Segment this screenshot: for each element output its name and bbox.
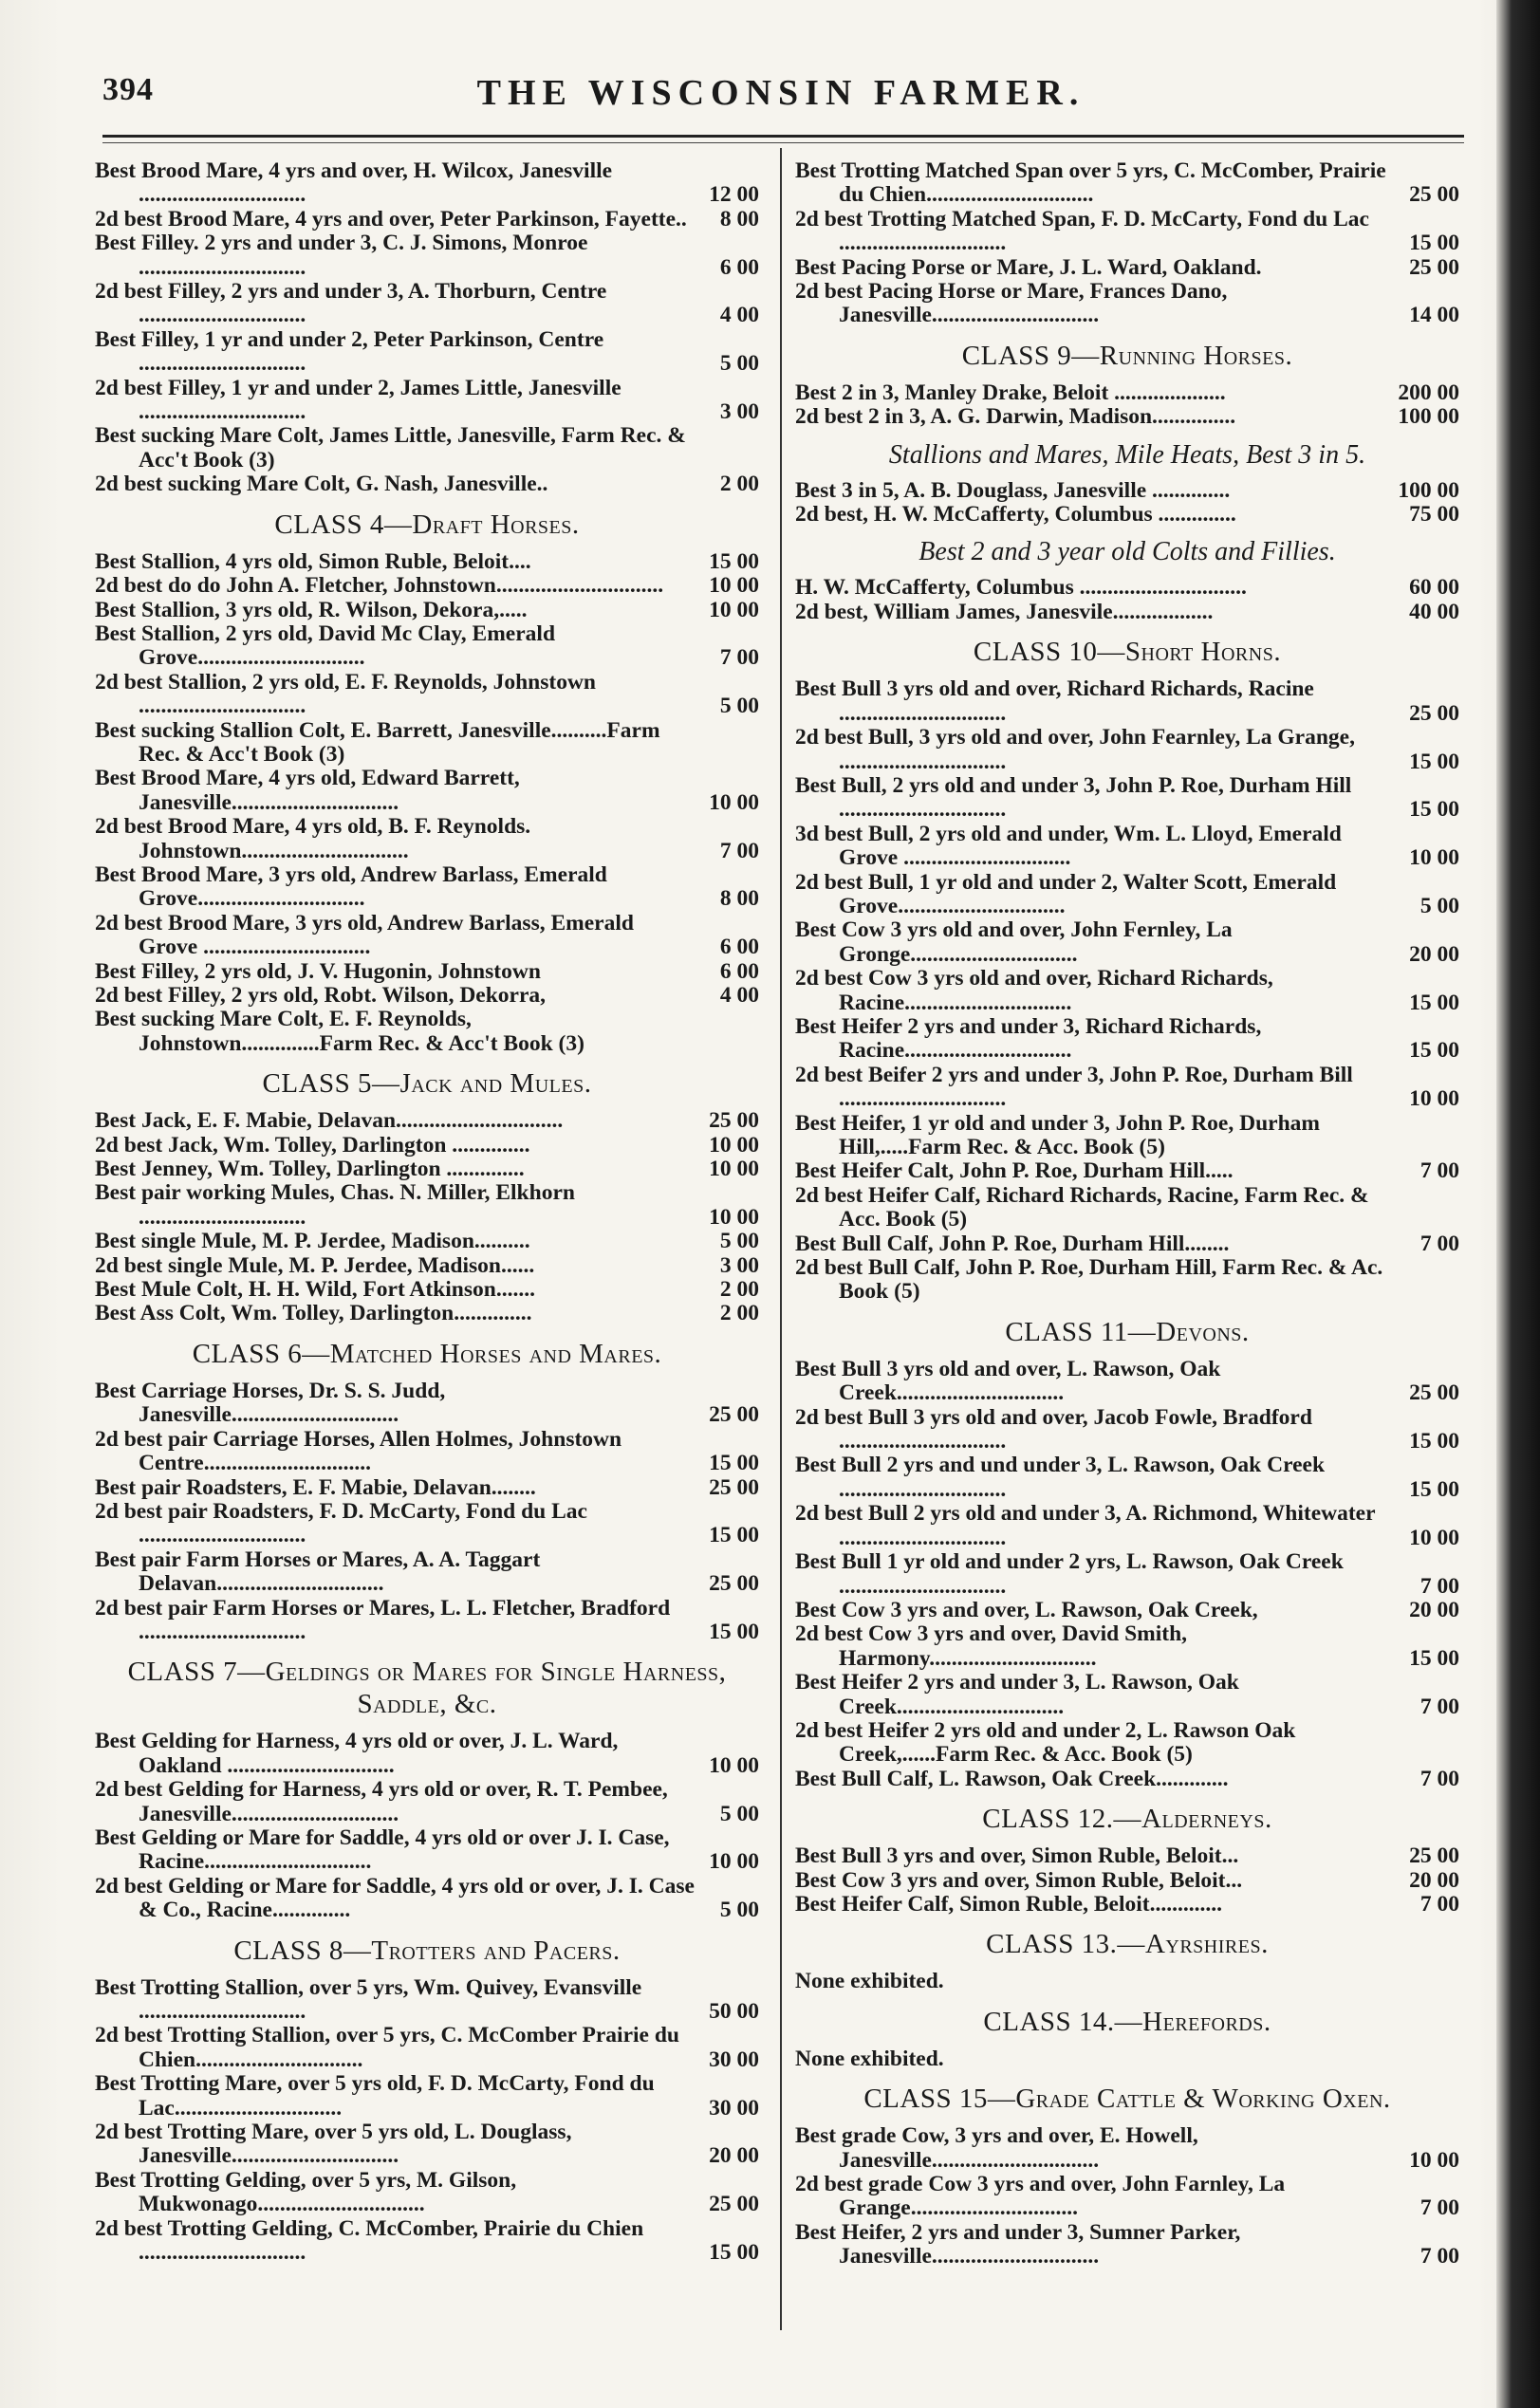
entry-text: Best Jenney, Wm. Tolley, Darlington .............. (95, 1157, 525, 1182)
class-heading (95, 1338, 759, 1370)
entry-text: 2d best Gelding or Mare for Saddle, 4 yrs old or over, J. I. Case & Co., Racine.............. (95, 1873, 695, 1923)
entry-amount: 25 00 (709, 1474, 759, 1500)
prize-entry (95, 767, 759, 815)
prize-entry (795, 1406, 1459, 1454)
entry-text: 2d best grade Cow 3 yrs and over, John Farnley, La Grange.............................. (795, 2172, 1286, 2221)
prize-entry (795, 1502, 1459, 1550)
prize-entry (95, 1730, 759, 1778)
entry-amount: 60 00 (1409, 575, 1459, 601)
entry-amount: 25 00 (709, 1571, 759, 1597)
entry-amount: 12 00 (709, 182, 759, 208)
entry-amount: 6 00 (719, 254, 759, 280)
entry-text: Best Bull 3 yrs and over, Simon Ruble, Beloit... (795, 1843, 1239, 1869)
prize-entry (95, 719, 759, 768)
entry-text: 2d best pair Roadsters, F. D. McCarty, Fond du Lac .............................. (95, 1498, 587, 1548)
prize-entry (795, 576, 1459, 600)
class-number: CLASS 7— (127, 1657, 266, 1688)
entry-text: 2d best Brood Mare, 4 yrs old, B. F. Reynolds. Johnstown.............................. (95, 814, 531, 863)
prize-entry (795, 1159, 1459, 1183)
sub-heading: Best 2 and 3 year old Colts and Fillies. (918, 537, 1336, 567)
entry-text: Best Bull 3 yrs old and over, L. Rawson, Oak Creek.............................. (795, 1356, 1221, 1406)
entry-text: Best pair Roadsters, E. F. Mabie, Delavan........ (95, 1474, 536, 1500)
class-title: Herefords. (1142, 2006, 1271, 2037)
entry-amount: 15 00 (1409, 1645, 1459, 1671)
entry-text: Best Cow 3 yrs old and over, John Fernley, La Gronge.............................. (795, 917, 1233, 967)
class-title: Ayrshires. (1144, 1929, 1269, 1960)
class-title: Draft Horses. (412, 509, 580, 540)
prize-entry (95, 1476, 759, 1500)
prize-entry (795, 1768, 1459, 1791)
entry-text: Best Stallion, 3 yrs old, R. Wilson, Dekora,..... (95, 597, 528, 622)
page-header (102, 63, 1459, 129)
entry-text: 2d best pair Carriage Horses, Allen Holmes, Johnstown Centre.............................. (95, 1426, 622, 1476)
prize-entry (795, 967, 1459, 1015)
class-number: CLASS 15— (863, 2084, 1016, 2115)
prize-entry (95, 280, 759, 328)
entry-amount: 7 00 (1419, 1766, 1459, 1791)
entry-text: Best Pacing Porse or Mare, J. L. Ward, Oakland. (795, 254, 1262, 280)
entry-amount: 7 00 (1419, 1891, 1459, 1917)
entry-text: Best Brood Mare, 3 yrs old, Andrew Barlass, Emerald Grove.............................. (95, 861, 607, 912)
prize-entry (95, 1109, 759, 1133)
entry-amount: 5 00 (719, 1229, 759, 1254)
prize-entry (795, 208, 1459, 256)
entry-amount: 10 00 (709, 597, 759, 622)
entry-amount: 10 00 (1409, 845, 1459, 871)
entry-text: 2d best single Mule, M. P. Jerdee, Madison...... (95, 1252, 535, 1278)
entry-amount: 25 00 (1409, 182, 1459, 208)
entry-text: Best Gelding for Harness, 4 yrs old or over, J. L. Ward, Oakland .............................. (95, 1729, 619, 1778)
entry-text: Best 2 in 3, Manley Drake, Beloit .................... (795, 380, 1226, 405)
prize-entry (95, 1597, 759, 1645)
prize-entry (795, 159, 1459, 208)
prize-entry (795, 871, 1459, 919)
sub-heading: Stallions and Mares, Mile Heats, Best 3 in 5. (888, 439, 1366, 470)
prize-entry (795, 601, 1459, 624)
entry-amount: 8 00 (719, 886, 759, 912)
page-number: 394 (102, 72, 154, 107)
entry-text: Best Bull 3 yrs old and over, Richard Richards, Racine .............................. (795, 676, 1314, 726)
prize-entry (795, 1844, 1459, 1868)
prize-entry (795, 1184, 1459, 1232)
entry-text: 2d best pair Farm Horses or Mares, L. L. Fletcher, Bradford .............................. (95, 1595, 671, 1644)
entry-amount: 10 00 (709, 789, 759, 815)
prize-entry (795, 774, 1459, 823)
class-heading (795, 340, 1459, 372)
prize-entry (95, 1548, 759, 1597)
entry-text: 2d best Trotting Matched Span, F. D. McCarty, Fond du Lac .............................. (795, 206, 1369, 256)
entry-amount: 15 00 (1409, 1429, 1459, 1454)
entry-text: 2d best Filley, 2 yrs old, Robt. Wilson, Dekorra, (95, 983, 547, 1008)
prize-entry (95, 208, 759, 232)
prize-entry (95, 1278, 759, 1302)
class-title: Matched Horses and Mares. (329, 1338, 662, 1369)
prize-entry (795, 918, 1459, 967)
entry-amount: 15 00 (1409, 797, 1459, 823)
header-rule-thin (102, 142, 1464, 143)
entry-text: 3d best Bull, 2 yrs old and under, Wm. L. Lloyd, Emerald Grove .............................. (795, 821, 1342, 871)
entry-amount: 7 00 (719, 838, 759, 863)
entry-text: H. W. McCafferty, Columbus .............................. (795, 575, 1247, 601)
prize-entry (95, 1158, 759, 1181)
entry-text: Best Trotting Gelding, over 5 yrs, M. Gilson, Mukwonago.............................. (95, 2167, 517, 2217)
entry-text: 2d best 2 in 3, A. G. Darwin, Madison............... (795, 404, 1236, 430)
prize-entry (95, 1008, 759, 1056)
entry-text: Best sucking Stallion Colt, E. Barrett, Janesville..........Farm Rec. & Acc't Book (3) (95, 717, 660, 767)
entry-text: Best Cow 3 yrs and over, L. Rawson, Oak Creek, (795, 1597, 1258, 1622)
prize-entry (95, 328, 759, 377)
prize-entry (795, 1256, 1459, 1305)
entry-amount: 15 00 (1409, 1038, 1459, 1064)
entry-text: 2d best Trotting Stallion, over 5 yrs, C. McComber Prairie du Chien.............................. (95, 2023, 679, 2072)
prize-entry (795, 381, 1459, 405)
entry-amount: 2 00 (719, 1301, 759, 1326)
prize-entry (95, 984, 759, 1008)
prize-entry (795, 823, 1459, 871)
prize-entry (795, 405, 1459, 429)
entry-text: Best sucking Mare Colt, E. F. Reynolds, Johnstown..............Farm Rec. & Acc't Book (3) (95, 1007, 584, 1056)
prize-entry (795, 726, 1459, 774)
entry-text: Best Ass Colt, Wm. Tolley, Darlington.............. (95, 1301, 532, 1326)
prize-entry (95, 1230, 759, 1253)
prize-entry (95, 863, 759, 912)
entry-text: 2d best Bull, 3 yrs old and over, John Fearnley, La Grange, .............................. (795, 725, 1355, 774)
entry-amount: 2 00 (719, 1277, 759, 1303)
class-number: CLASS 6— (192, 1338, 330, 1369)
entry-amount: 75 00 (1409, 502, 1459, 528)
class-heading (795, 1316, 1459, 1348)
journal-title: THE WISCONSIN FARMER. (476, 73, 1085, 113)
entry-text: Best grade Cow, 3 yrs and over, E. Howell, Janesville.............................. (795, 2123, 1198, 2173)
entry-amount: 10 00 (709, 1752, 759, 1778)
class-title: Alderneys. (1141, 1804, 1272, 1835)
class-heading (95, 1656, 759, 1720)
entry-text: Best Heifer 2 yrs and under 3, L. Rawson, Oak Creek.............................. (795, 1670, 1239, 1719)
entry-amount: 7 00 (1419, 1573, 1459, 1599)
entry-text: Best sucking Mare Colt, James Little, Janesville, Farm Rec. & Acc't Book (3) (95, 423, 686, 472)
entry-text: Best Stallion, 4 yrs old, Simon Ruble, Beloit.... (95, 548, 531, 574)
prize-entry (795, 2173, 1459, 2221)
entry-amount: 5 00 (719, 351, 759, 377)
entry-text: Best pair working Mules, Chas. N. Miller, Elkhorn .............................. (95, 1180, 575, 1230)
class-number: CLASS 4— (274, 509, 413, 540)
entry-text: 2d best Jack, Wm. Tolley, Darlington .............. (95, 1132, 530, 1158)
prize-entry (95, 1428, 759, 1476)
entry-amount: 10 00 (1409, 2147, 1459, 2173)
entry-text: 2d best Beifer 2 yrs and under 3, John P. Roe, Durham Bill .............................. (795, 1062, 1353, 1112)
entry-text: 2d best Trotting Mare, over 5 yrs old, L. Douglass, Janesville.............................. (95, 2120, 572, 2169)
class-heading (95, 1067, 759, 1100)
entry-amount: 20 00 (1409, 1597, 1459, 1622)
class-heading (795, 1928, 1459, 1960)
prize-entry (795, 1064, 1459, 1112)
entry-amount: 25 00 (1409, 1380, 1459, 1406)
entry-amount: 5 00 (719, 1898, 759, 1923)
entry-text: Best single Mule, M. P. Jerdee, Madison.......... (95, 1229, 530, 1254)
entry-amount: 15 00 (709, 2240, 759, 2266)
prize-entry (95, 1380, 759, 1428)
entry-text: Best Heifer Calf, Simon Ruble, Beloit............. (795, 1891, 1222, 1917)
entry-text: 2d best Trotting Gelding, C. McComber, Prairie du Chien .............................. (95, 2215, 644, 2266)
prize-entry (795, 1358, 1459, 1406)
entry-amount: 7 00 (1419, 2244, 1459, 2269)
prize-entry (95, 1778, 759, 1826)
entry-text: 2d best Heifer 2 yrs old and under 2, L. Rawson Oak Creek,......Farm Rec. & Acc. Book (5) (795, 1717, 1296, 1768)
prize-entry (95, 1875, 759, 1923)
entry-text: Best Bull Calf, L. Rawson, Oak Creek............. (795, 1766, 1229, 1791)
class-heading (795, 2083, 1459, 2115)
class-number: CLASS 5— (262, 1068, 400, 1100)
entry-text: Best Brood Mare, 4 yrs and over, H. Wilcox, Janesville .............................. (95, 158, 613, 208)
prize-entry (95, 2072, 759, 2121)
prize-entry (95, 912, 759, 960)
entry-text: Best 3 in 5, A. B. Douglass, Janesville .............. (795, 477, 1231, 503)
entry-text: Best Trotting Stallion, over 5 yrs, Wm. Quivey, Evansville .............................. (95, 1974, 642, 2024)
entry-amount: 14 00 (1409, 303, 1459, 328)
prize-entry (795, 1454, 1459, 1502)
prize-entry (95, 960, 759, 984)
entry-text: Best Heifer, 1 yr old and under 3, John P. Roe, Durham Hill,.....Farm Rec. & Acc. Book (5) (795, 1110, 1320, 1159)
prize-entry (95, 2217, 759, 2266)
class-title: Short Horns. (1124, 637, 1282, 668)
entry-amount: 8 00 (719, 206, 759, 232)
entry-text: Best Stallion, 2 yrs old, David Mc Clay, Emerald Grove.............................. (95, 621, 556, 671)
prize-entry (795, 1015, 1459, 1064)
prize-entry (95, 1254, 759, 1278)
entry-amount: 40 00 (1409, 599, 1459, 624)
entry-text: Best Trotting Mare, over 5 yrs old, F. D. McCarty, Fond du Lac.............................. (95, 2071, 655, 2121)
entry-text: Best Filley, 2 yrs old, J. V. Hugonin, Johnstown (95, 958, 541, 984)
entry-text: Best Filley. 2 yrs and under 3, C. J. Simons, Monroe .............................. (95, 231, 588, 280)
entry-text: 2d best Filley, 1 yr and under 2, James Little, Janesville .............................. (95, 375, 622, 425)
prize-entry (95, 2024, 759, 2072)
prize-entry (795, 256, 1459, 280)
entry-text: Best Heifer 2 yrs and under 3, Richard Richards, Racine.............................. (795, 1013, 1262, 1064)
entry-text: Best Brood Mare, 4 yrs old, Edward Barrett, Janesville.............................. (95, 766, 520, 815)
entry-amount: 25 00 (1409, 1843, 1459, 1869)
prize-entry (795, 1719, 1459, 1768)
prize-entry (95, 472, 759, 496)
prize-entry (95, 1826, 759, 1875)
prize-entry (795, 1112, 1459, 1160)
note-text: None exhibited. (795, 1969, 944, 1994)
entry-amount: 20 00 (1409, 941, 1459, 967)
entry-text: 2d best Brood Mare, 4 yrs and over, Peter Parkinson, Fayette.. (95, 206, 687, 232)
class-title: Devons. (1156, 1316, 1250, 1347)
left-column (95, 159, 759, 2265)
class-title: Jack and Mules. (399, 1068, 592, 1100)
entry-text: Best pair Farm Horses or Mares, A. A. Taggart Delavan.............................. (95, 1547, 541, 1597)
entry-amount: 10 00 (1409, 1086, 1459, 1112)
entry-amount: 15 00 (1409, 749, 1459, 774)
entry-text: Best Bull, 2 yrs old and under 3, John P. Roe, Durham Hill .............................. (795, 772, 1352, 823)
prize-entry (95, 574, 759, 598)
entry-amount: 100 00 (1398, 477, 1459, 503)
prize-entry (95, 815, 759, 863)
entry-text: 2d best Brood Mare, 3 yrs old, Andrew Barlass, Emerald Grove .............................. (95, 910, 634, 960)
entry-amount: 5 00 (719, 1801, 759, 1826)
prize-entry (95, 599, 759, 622)
prize-entry (95, 1134, 759, 1158)
entry-text: 2d best, William James, Janesvile.................. (795, 599, 1214, 624)
prize-entry (795, 1869, 1459, 1893)
prize-entry (795, 1232, 1459, 1256)
entry-amount: 7 00 (1419, 1158, 1459, 1184)
prize-entry (795, 503, 1459, 527)
class-heading (795, 1803, 1459, 1835)
entry-amount: 30 00 (709, 2095, 759, 2121)
entry-text: 2d best Bull 2 yrs old and under 3, A. Richmond, Whitewater .............................. (795, 1501, 1376, 1550)
prize-entry (795, 2221, 1459, 2269)
class-heading (95, 1935, 759, 1967)
class-heading (95, 509, 759, 541)
entry-text: Best Jack, E. F. Mabie, Delavan.............................. (95, 1108, 564, 1134)
entry-text: 2d best Cow 3 yrs old and over, Richard Richards, Racine.............................. (795, 966, 1273, 1015)
entry-amount: 7 00 (1419, 2195, 1459, 2221)
class-title: Running Horses. (1099, 340, 1293, 371)
entry-text: 2d best Bull, 1 yr old and under 2, Walter Scott, Emerald Grove.............................. (795, 869, 1337, 918)
note-text: None exhibited. (795, 2046, 944, 2071)
entry-text: 2d best Stallion, 2 yrs old, E. F. Reynolds, Johnstown .............................. (95, 669, 597, 719)
column-divider (780, 148, 782, 2330)
entry-amount: 4 00 (719, 303, 759, 328)
entry-text: Best Bull 1 yr old and under 2 yrs, L. Rawson, Oak Creek .............................. (795, 1549, 1344, 1599)
entry-amount: 10 00 (709, 1132, 759, 1158)
prize-entry (95, 1181, 759, 1230)
entry-text: 2d best Heifer Calf, Richard Richards, Racine, Farm Rec. & Acc. Book (5) (795, 1182, 1369, 1232)
entry-text: 2d best Filley, 2 yrs and under 3, A. Thorburn, Centre .............................. (95, 279, 607, 328)
class-number: CLASS 13.— (986, 1929, 1145, 1960)
entry-amount: 10 00 (1409, 1525, 1459, 1550)
entry-amount: 20 00 (1409, 1867, 1459, 1893)
entry-amount: 3 00 (719, 1252, 759, 1278)
entry-amount: 15 00 (709, 548, 759, 574)
prize-entry (95, 550, 759, 574)
entry-amount: 10 00 (709, 1204, 759, 1230)
page-binding-edge (1496, 0, 1540, 2408)
prize-entry (95, 2121, 759, 2169)
entry-amount: 15 00 (709, 1619, 759, 1644)
prize-entry (95, 2169, 759, 2217)
entry-text: 2d best Pacing Horse or Mare, Frances Dano, Janesville.............................. (795, 279, 1228, 328)
entry-amount: 6 00 (719, 935, 759, 960)
prize-entry (795, 1671, 1459, 1719)
entry-amount: 3 00 (719, 399, 759, 425)
entry-text: Best Bull Calf, John P. Roe, Durham Hill........ (795, 1231, 1230, 1256)
entry-amount: 200 00 (1398, 380, 1459, 405)
entry-amount: 10 00 (709, 1157, 759, 1182)
entry-amount: 6 00 (719, 958, 759, 984)
entry-text: Best Trotting Matched Span over 5 yrs, C. McComber, Prairie du Chien.............................. (795, 158, 1386, 208)
class-number: CLASS 9— (961, 340, 1100, 371)
prize-entry (95, 377, 759, 425)
class-number: CLASS 14.— (983, 2006, 1143, 2037)
entry-amount: 25 00 (1409, 700, 1459, 726)
class-number: CLASS 10— (973, 637, 1125, 668)
prize-entry (95, 622, 759, 671)
prize-entry (795, 677, 1459, 726)
entry-text: 2d best sucking Mare Colt, G. Nash, Janesville.. (95, 472, 548, 497)
entry-amount: 5 00 (1419, 893, 1459, 918)
prize-entry (795, 2124, 1459, 2173)
entry-text: Best Filley, 1 yr and under 2, Peter Parkinson, Centre .............................. (95, 326, 604, 377)
entry-text: Best Carriage Horses, Dr. S. S. Judd, Janesville.............................. (95, 1378, 446, 1428)
entry-text: Best Bull 2 yrs and und under 3, L. Rawson, Oak Creek .............................. (795, 1453, 1326, 1502)
class-heading (795, 636, 1459, 668)
entry-text: 2d best Cow 3 yrs and over, David Smith, Harmony.............................. (795, 1621, 1188, 1671)
entry-text: 2d best Bull Calf, John P. Roe, Durham Hill, Farm Rec. & Ac. Book (5) (795, 1255, 1383, 1305)
prize-entry (95, 1976, 759, 2025)
header-rule (102, 135, 1464, 138)
entry-amount: 100 00 (1398, 404, 1459, 430)
entry-amount: 15 00 (709, 1451, 759, 1476)
entry-amount: 7 00 (1419, 1231, 1459, 1256)
class-title: Grade Cattle & Working Oxen. (1015, 2084, 1391, 2115)
entry-text: 2d best Gelding for Harness, 4 yrs old or over, R. T. Pembee, Janesville.............................. (95, 1777, 668, 1826)
prize-entry (95, 1500, 759, 1548)
prize-entry (95, 1302, 759, 1325)
entry-amount: 10 00 (709, 1849, 759, 1875)
entry-amount: 7 00 (719, 645, 759, 671)
entry-amount: 5 00 (719, 694, 759, 719)
entry-amount: 50 00 (709, 1999, 759, 2024)
entry-text: Best Mule Colt, H. H. Wild, Fort Atkinson....... (95, 1277, 535, 1303)
entry-text: Best Cow 3 yrs and over, Simon Ruble, Beloit... (795, 1867, 1243, 1893)
class-title: Trotters and Pacers. (371, 1935, 621, 1966)
entry-amount: 15 00 (1409, 1476, 1459, 1502)
prize-entry (95, 671, 759, 719)
prize-entry (795, 280, 1459, 328)
entry-amount: 25 00 (709, 1108, 759, 1134)
entry-amount: 4 00 (719, 983, 759, 1008)
class-number: CLASS 12.— (982, 1804, 1142, 1835)
entry-text: Best Heifer, 2 yrs and under 3, Sumner Parker, Janesville.............................. (795, 2219, 1241, 2269)
prize-entry (795, 479, 1459, 503)
prize-entry (95, 424, 759, 472)
entry-text: Best Heifer Calt, John P. Roe, Durham Hill..... (795, 1158, 1234, 1184)
prize-entry (795, 1550, 1459, 1599)
entry-amount: 15 00 (1409, 231, 1459, 256)
entry-amount: 30 00 (709, 2047, 759, 2072)
entry-text: 2d best, H. W. McCafferty, Columbus .............. (795, 502, 1236, 528)
entry-amount: 15 00 (1409, 990, 1459, 1015)
entry-text: Best Gelding or Mare for Saddle, 4 yrs old or over J. I. Case, Racine.............................. (95, 1825, 670, 1875)
entry-amount: 25 00 (1409, 254, 1459, 280)
entry-text: 2d best Bull 3 yrs old and over, Jacob Fowle, Bradford .............................. (795, 1404, 1312, 1454)
class-heading (795, 2006, 1459, 2038)
entry-amount: 10 00 (709, 573, 759, 599)
entry-amount: 2 00 (719, 472, 759, 497)
prize-entry (795, 1599, 1459, 1622)
prize-entry (95, 232, 759, 280)
entry-amount: 7 00 (1419, 1694, 1459, 1719)
prize-entry (95, 159, 759, 208)
class-number: CLASS 8— (233, 1935, 372, 1966)
prize-entry (795, 1893, 1459, 1917)
entry-text: 2d best do do John A. Fletcher, Johnstown.............................. (95, 573, 664, 599)
class-number: CLASS 11— (1005, 1316, 1157, 1347)
entry-amount: 25 00 (709, 2192, 759, 2217)
right-column (795, 159, 1459, 2269)
entry-amount: 20 00 (709, 2143, 759, 2169)
class-title: Geldings or Mares for Single Harness, Saddle, &c. (265, 1657, 727, 1720)
entry-amount: 15 00 (709, 1523, 759, 1548)
entry-amount: 25 00 (709, 1402, 759, 1428)
prize-entry (795, 1622, 1459, 1671)
